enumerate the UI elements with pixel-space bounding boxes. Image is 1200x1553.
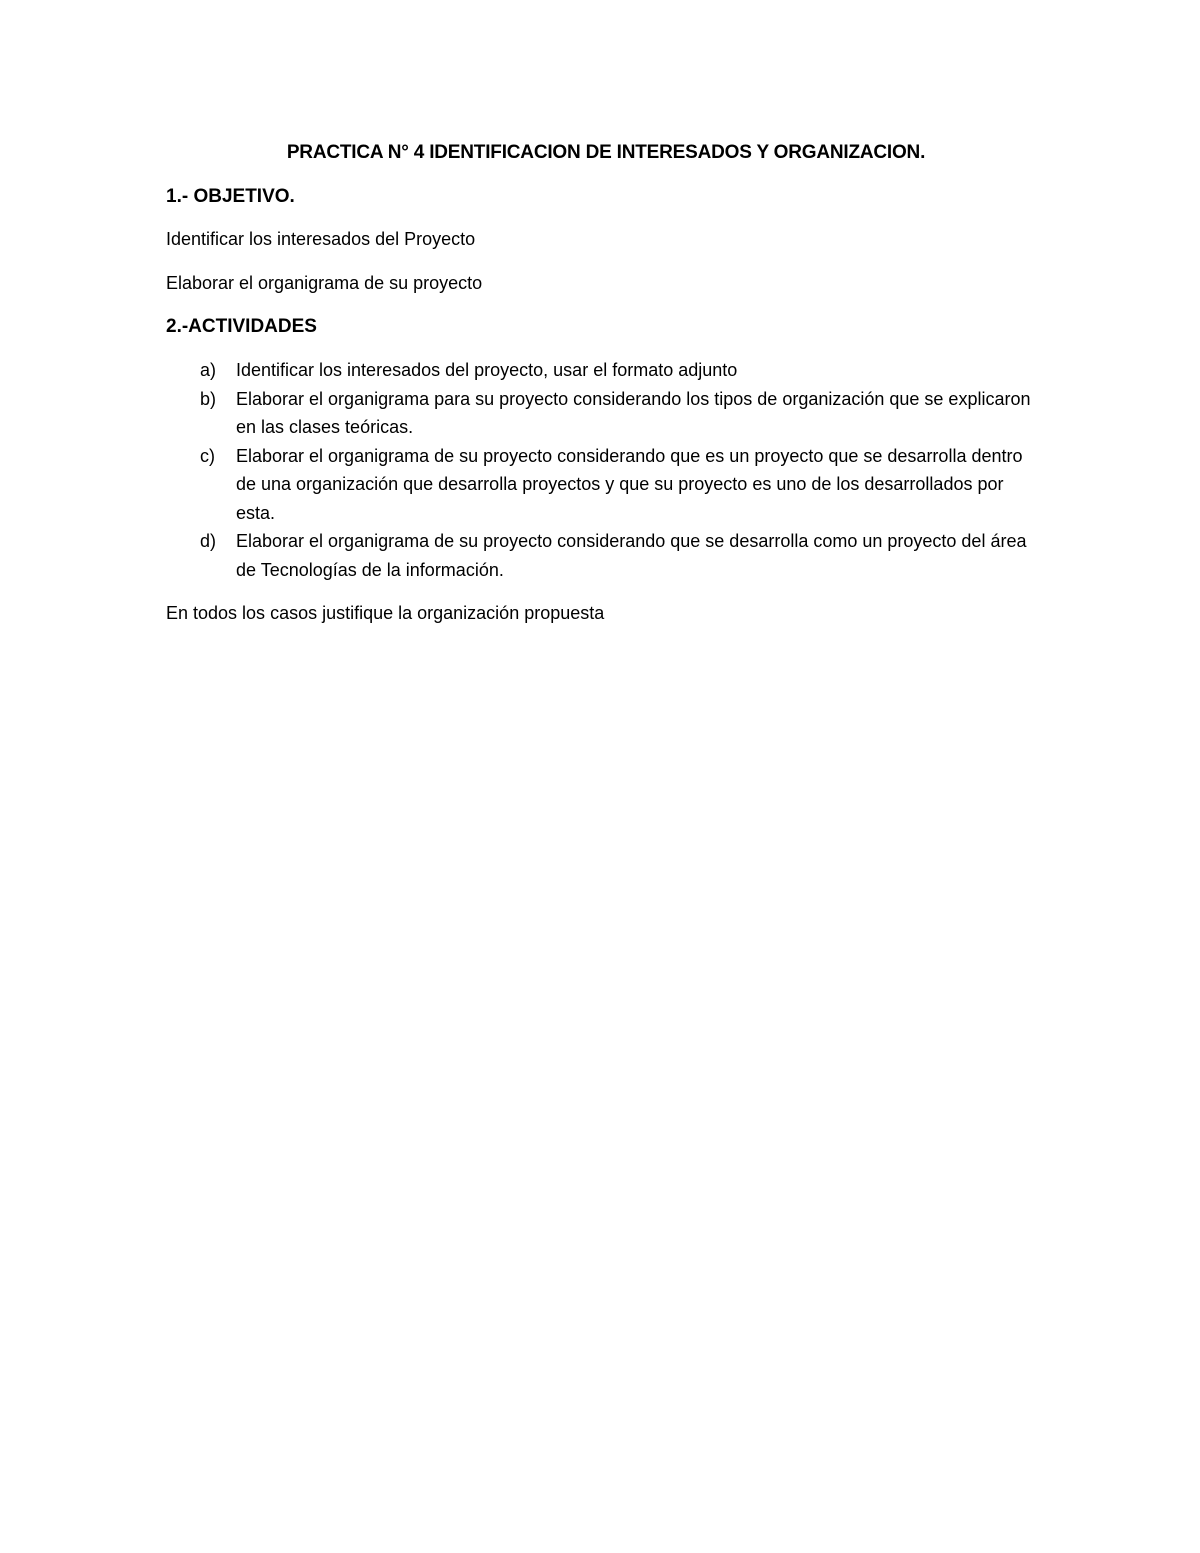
section-objetivo-heading: 1.- OBJETIVO. bbox=[166, 186, 295, 207]
list-item-text: Identificar los interesados del proyecto, usar el formato adjunto bbox=[236, 360, 738, 380]
list-item-text: Elaborar el organigrama de su proyecto considerando que se desarrolla como un proyecto del área de Tecnologías de la información. bbox=[236, 531, 1027, 580]
list-marker: d) bbox=[200, 531, 217, 551]
list-item bbox=[166, 442, 1046, 528]
document-body bbox=[166, 140, 1046, 644]
document-title: PRACTICA N° 4 IDENTIFICACION DE INTERESADOS Y ORGANIZACION. bbox=[286, 142, 926, 163]
list-item-text: Elaborar el organigrama para su proyecto considerando los tipos de organización que se explicaron en las clases teóricas. bbox=[236, 388, 1031, 437]
list-item bbox=[166, 385, 1046, 442]
list-marker: c) bbox=[200, 445, 215, 466]
section-actividades-heading: 2.-ACTIVIDADES bbox=[166, 316, 317, 337]
objetivo-paragraph-1: Identificar los interesados del Proyecto bbox=[166, 229, 476, 249]
objetivo-paragraph-2: Elaborar el organigrama de su proyecto bbox=[166, 273, 483, 293]
list-marker: a) bbox=[200, 360, 217, 380]
list-item bbox=[166, 356, 1046, 385]
list-item bbox=[166, 527, 1046, 584]
closing-paragraph: En todos los casos justifique la organización propuesta bbox=[166, 603, 605, 623]
actividades-list bbox=[166, 356, 1046, 584]
list-marker: b) bbox=[200, 388, 217, 409]
list-item-text: Elaborar el organigrama de su proyecto considerando que es un proyecto que se desarrolla dentro de una organización que desarrolla proyectos y que su proyecto es uno de los desarrollados por esta. bbox=[236, 445, 1023, 523]
